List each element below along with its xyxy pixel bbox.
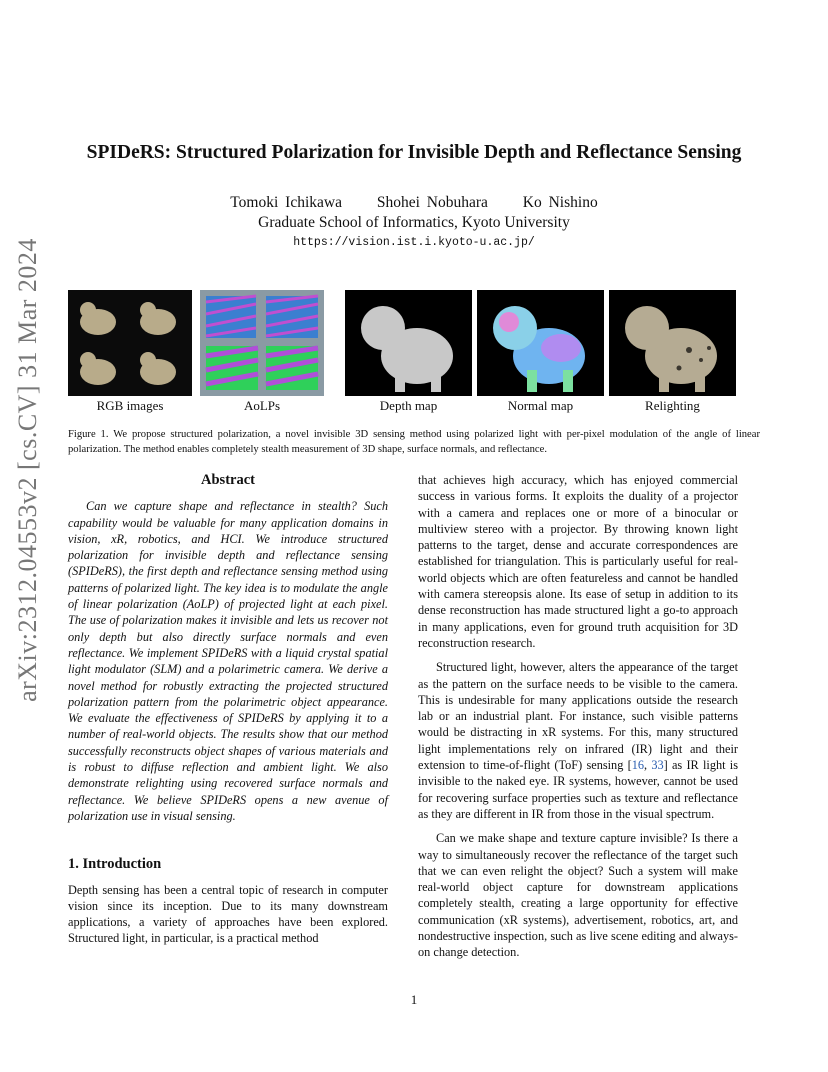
- author-name: Shohei Nobuhara: [376, 194, 488, 211]
- affiliation: Graduate School of Informatics, Kyoto University: [258, 214, 570, 231]
- intro-paragraph: Can we make shape and texture capture invisible? Is there a way to simultaneously recover the reflectance of the target such that we can even relight the object? Such a system will make real-world object capture for downstream applications completely stealth, creating a large opportunity for effective communication (xR systems), advertisement, robotics, art, and nondestructive inspection, such as live scene editing and always-on change detection.: [418, 831, 738, 960]
- intro-paragraph: that achieves high accuracy, which has enjoyed commercial success in various forms. It exploits the duality of a projector with a camera and replaces one or more of a binocular or multiview stereo with a projector. By throwing known light patterns to the target, dense and accurate correspondences are established for triangulation. This is particularly useful for real-world objects which are often featureless and cannot be handled with camera stereopsis alone. Its ease of setup in addition to its dense reconstruction has made structured light a go-to approach in many applications, even for ground truth acquisition for 3D reconstruction research.: [418, 473, 738, 650]
- abstract-heading: Abstract: [201, 472, 255, 488]
- author-name: Ko Nishino: [522, 194, 598, 211]
- intro-paragraph: Depth sensing has been a central topic of research in computer vision since its inception. Due to its many downstream applications, a variety of approaches have been explored. Structured light, in particular, is a practical method: [68, 882, 388, 946]
- page-number: 1: [410, 992, 418, 1007]
- figure-panel-label: Normal map: [507, 398, 574, 413]
- left-column: [68, 472, 388, 947]
- arxiv-stamp: arXiv:2312.04553v2 [cs.CV] 31 Mar 2024: [13, 238, 42, 702]
- figure-panel-label: Relighting: [645, 398, 700, 413]
- intro-paragraph: [418, 659, 738, 822]
- citation-separator: ,: [643, 758, 652, 773]
- depth-map-thumbnail: [345, 290, 472, 396]
- author-name: Tomoki Ichikawa: [230, 194, 342, 211]
- figure-caption: Figure 1. We propose structured polarization, a novel invisible 3D sensing method using polarized light with per-pixel modulation of the angle of linear polarization. The method enables completely stealth measurement of 3D shape, surface normals, and reflectance.: [68, 429, 760, 455]
- rgb-images-thumbnail: [68, 290, 192, 396]
- figure-panel-label: Depth map: [379, 398, 438, 413]
- abstract-text: Can we capture shape and reflectance in stealth? Such capability would be valuable for many application domains in vision, xR, robotics, and HCI. We introduce structured polarization for invisible depth and reflectance sensing (SPIDeRS), the first depth and reflectance sensing method using patterns of polarized light. The key idea is to modulate the angle of linear polarization (AoLP) of projected light at each pixel. The use of polarization makes it invisible and lets us recover not only depth but also directly surface normals and even reflectance. We implement SPIDeRS with a liquid crystal spatial light modulator (SLM) and a polarimetric camera. We derive a novel method for robustly extracting the projected structured polarization pattern from the polarimetric object appearance. We evaluate the effectiveness of SPIDeRS by applying it to a number of real-world objects. The results show that our method successfully reconstructs object shapes of various materials and is robust to diffuse reflection and ambient light. We also demonstrate relighting using recovered surface normals and reflectance. We believe SPIDeRS opens a new avenue of polarization use in visual sensing.: [68, 499, 388, 823]
- figure-panel-label: RGB images: [96, 398, 164, 413]
- project-url[interactable]: https://vision.ist.i.kyoto-u.ac.jp/: [293, 236, 535, 249]
- citation-link[interactable]: 33: [651, 758, 664, 773]
- aolp-thumbnail: [200, 290, 324, 396]
- section-heading: 1. Introduction: [68, 856, 162, 873]
- normal-map-thumbnail: [477, 290, 604, 396]
- author-list: [0, 194, 828, 212]
- citation-link[interactable]: 16: [631, 758, 644, 773]
- right-column: [418, 472, 738, 961]
- paper-title: SPIDeRS: Structured Polarization for Invisible Depth and Reflectance Sensing: [86, 142, 742, 163]
- figure-panel-label: AoLPs: [243, 398, 281, 413]
- relighting-thumbnail: [609, 290, 736, 396]
- paragraph-text: ] as IR light is invisible to the naked eye. IR systems, however, cannot be used for recovering surface properties such as texture and reflectance as they are different in IR from those in the visual spectrum.: [418, 758, 738, 821]
- paragraph-text: Structured light, however, alters the appearance of the target as the pattern on the surface needs to be visible to the camera. This is undesirable for many applications outside the research lab or an industrial plant. For instance, such visible patterns would be distracting in xR systems. For this, many structured light implementations rely on infrared (IR) light and their extension to time-of-flight (ToF) sensing [: [418, 660, 738, 773]
